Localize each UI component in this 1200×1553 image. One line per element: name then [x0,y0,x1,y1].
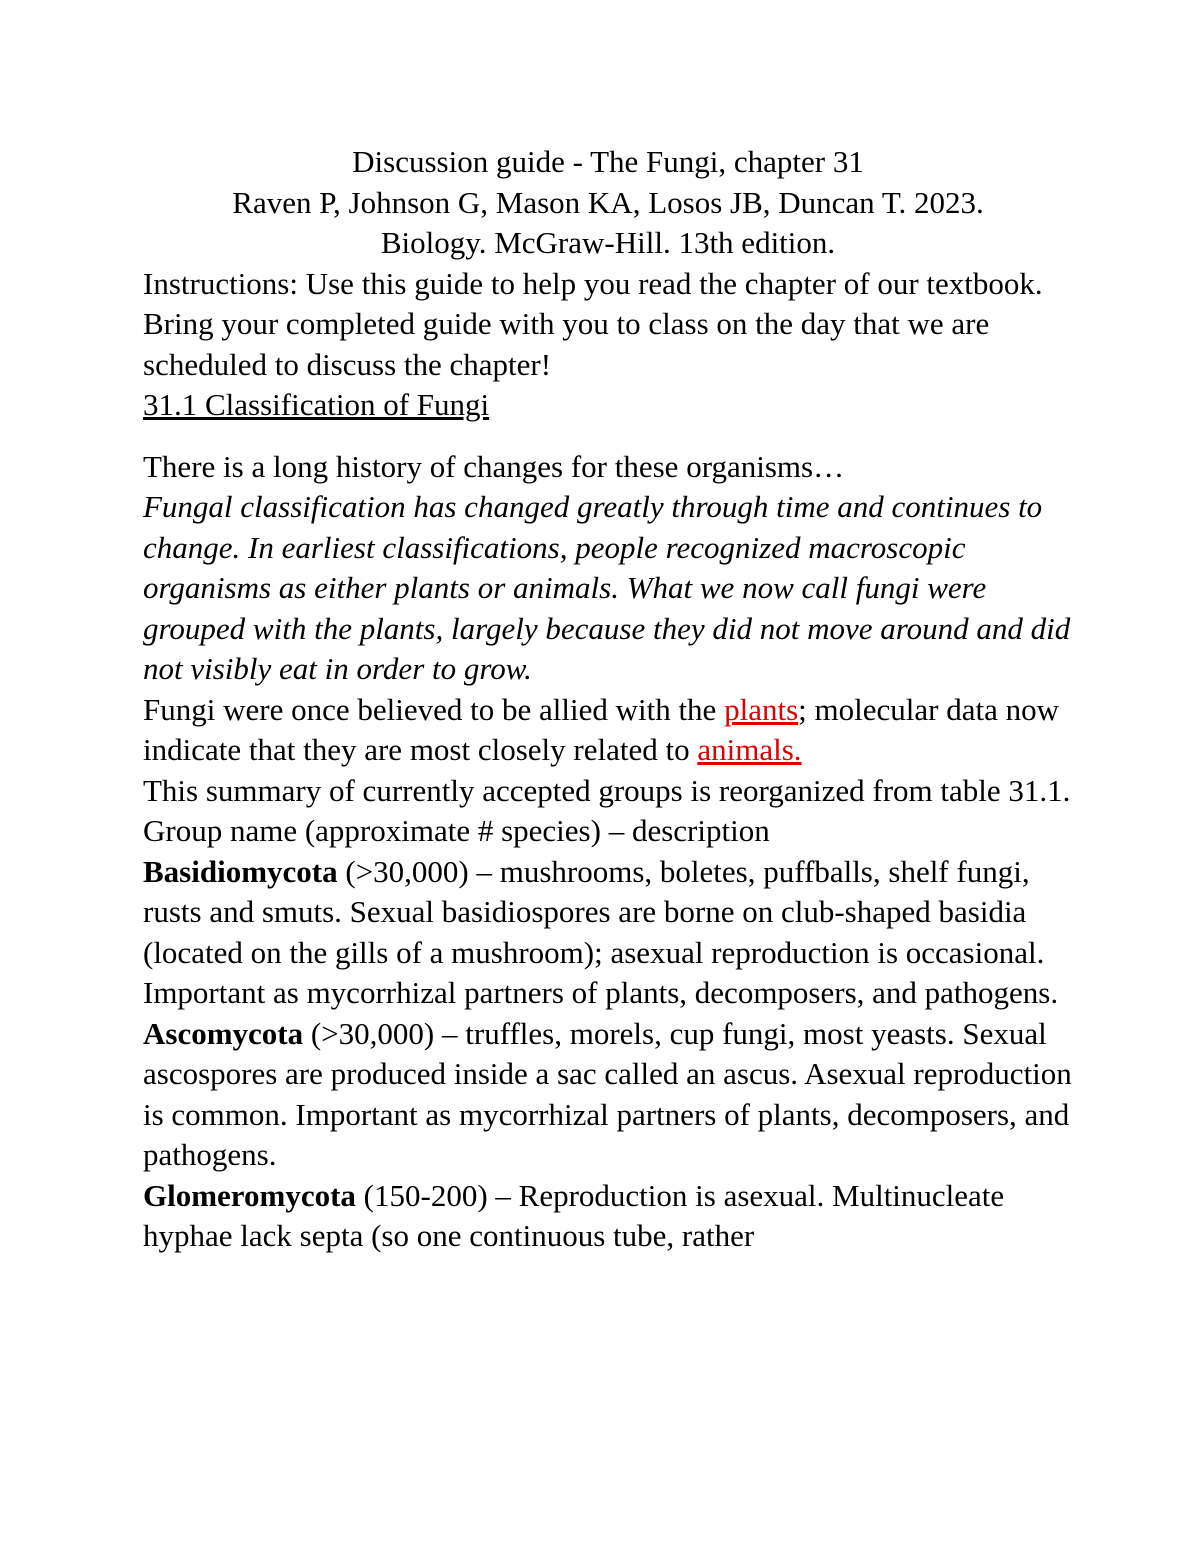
group-description: (150-200) – Reproduction is asexual. Multinucleate hyphae lack septa (so one continuous tube, rather [143,1177,1005,1253]
group-description: (>30,000) – truffles, morels, cup fungi, most yeasts. Sexual ascospores are produced inside a sac called an ascus. Asexual reproduction is common. Important as mycorrhizal partners of plants, decomposers, and pathogens. [143,1015,1072,1172]
document-page [143,142,1073,1257]
citation-line-1: Raven P, Johnson G, Mason KA, Losos JB, Duncan T. 2023. [232,184,984,220]
classification-history-paragraph: Fungal classification has changed greatly through time and continues to change. In earliest classifications, people recognized macroscopic organisms as either plants or animals. What we now call fungi were grouped with the plants, largely because they did not move around and did not visibly eat in order to grow. [143,489,1071,686]
section-heading: 31.1 Classification of Fungi [143,387,490,422]
group-basidiomycota [143,852,1073,1014]
citation-line-2: Biology. McGraw-Hill. 13th edition. [380,225,836,260]
answer-animals: animals. [697,732,802,767]
group-name: Basidiomycota [143,853,338,889]
allied-text-1: Fungi were once believed to be allied with the [143,691,725,727]
group-name: Ascomycota [143,1015,304,1051]
group-ascomycota [143,1014,1073,1176]
allied-paragraph [143,690,1073,771]
paragraph-gap [143,426,1073,447]
answer-plants: plants [724,691,799,727]
group-name: Glomeromycota [143,1177,356,1213]
document-title: Discussion guide - The Fungi, chapter 31 [352,144,864,179]
instructions-paragraph: Instructions: Use this guide to help you read the chapter of our textbook. Bring your completed guide with you to class on the day that we are scheduled to discuss the chapter! [143,265,1043,382]
summary-paragraph: This summary of currently accepted groups is reorganized from table 31.1. [143,772,1071,808]
group-description: (>30,000) – mushrooms, boletes, puffballs, shelf fungi, rusts and smuts. Sexual basidiospores are borne on club-shaped basidia (located on the gills of a mushroom); asexual reproduction is occasional. Important as mycorrhizal partners of plants, decomposers, and pathogens. [143,853,1059,1010]
allied-text-2: ; molecular data now indicate that they are most closely related to [143,691,1059,767]
intro-paragraph: There is a long history of changes for these organisms… [143,448,845,484]
group-list-header: Group name (approximate # species) – description [143,813,770,848]
group-glomeromycota [143,1176,1073,1257]
